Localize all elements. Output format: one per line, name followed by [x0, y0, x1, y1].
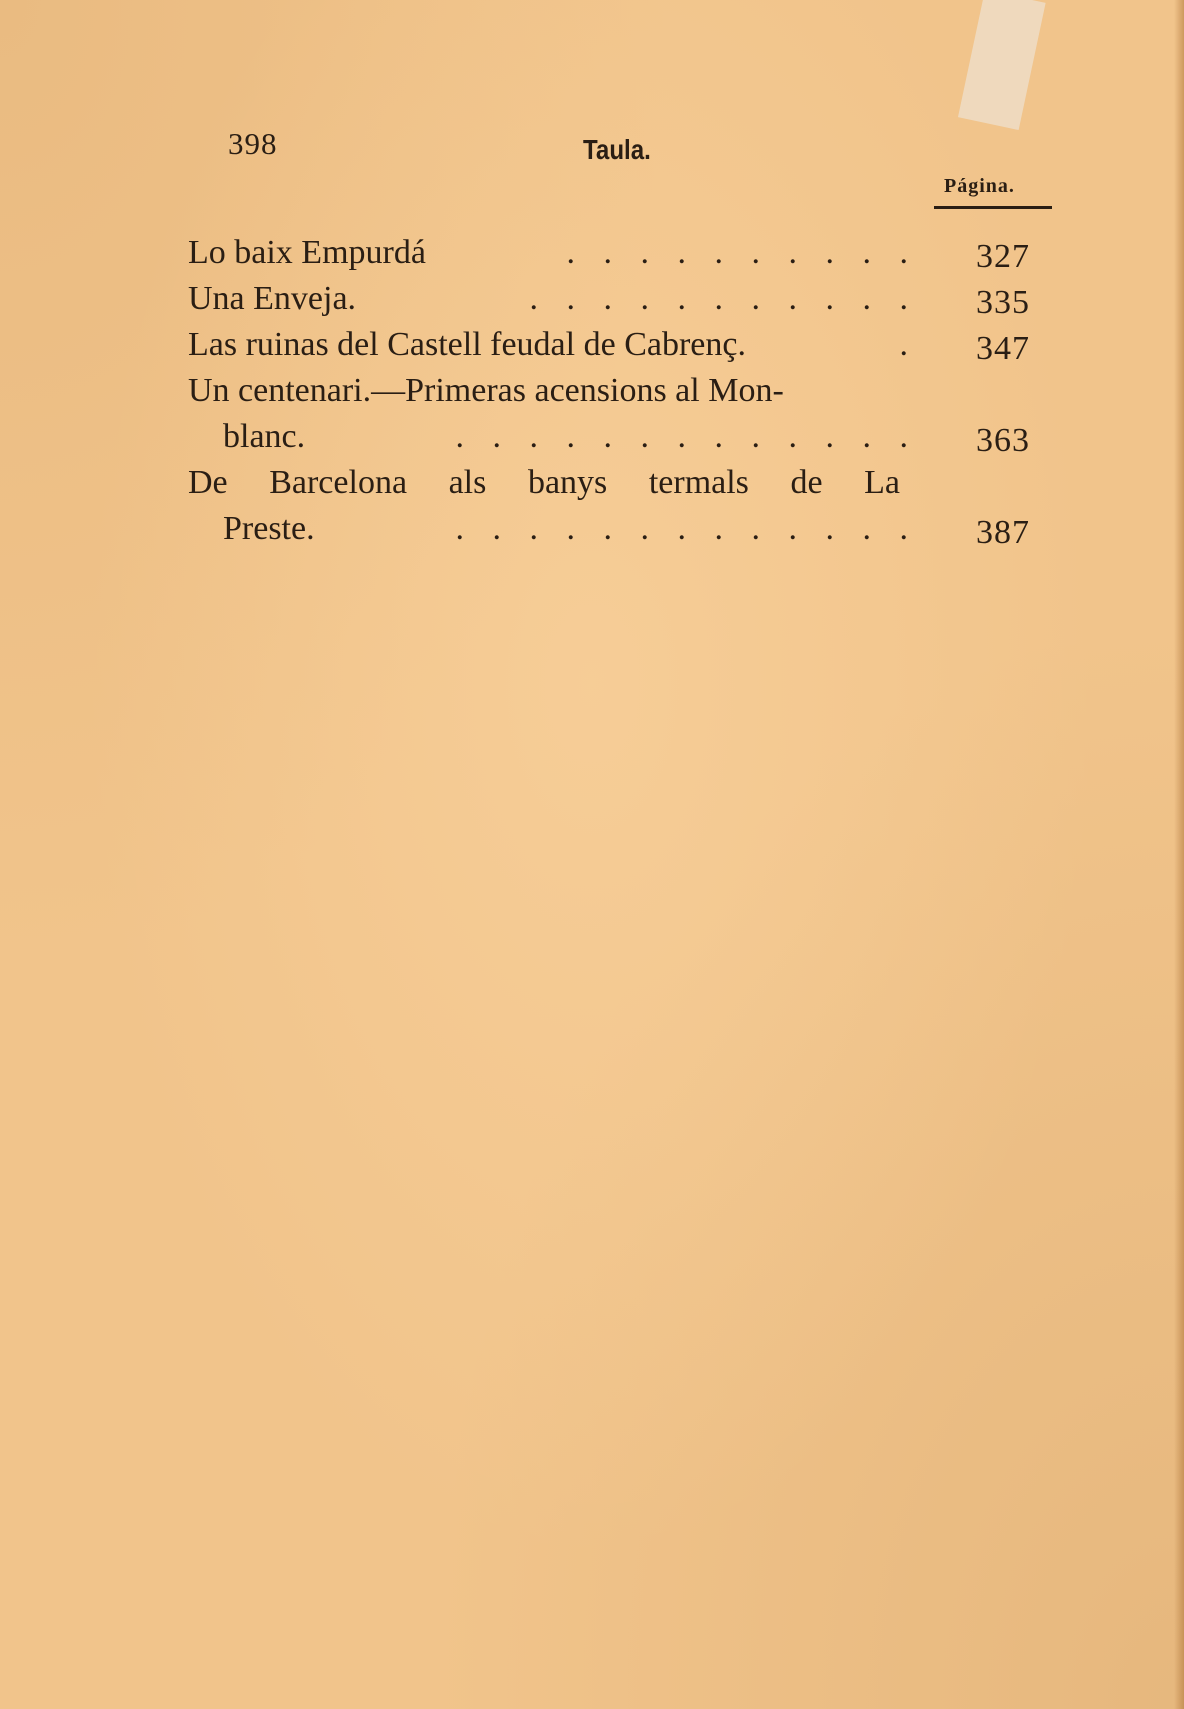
- title-word: termals: [648, 464, 749, 501]
- toc-entry: [188, 276, 1030, 322]
- leader-dots: . . . . . . . . . . . . .: [455, 418, 918, 455]
- leader-dots: . . . . . . . . . .: [566, 234, 918, 271]
- toc-entry-page: 387: [976, 514, 1030, 551]
- toc-entry: [188, 460, 1030, 552]
- page-column-heading: Página.: [944, 175, 1015, 197]
- page-number: 398: [228, 126, 278, 161]
- toc-entry: [188, 230, 1030, 276]
- toc-entry-page: 335: [976, 284, 1030, 321]
- toc-entry-page: 327: [976, 238, 1030, 275]
- title-word: Barcelona: [269, 464, 408, 501]
- toc-entry-title: Las ruinas del Castell feudal de Cabrenç.: [188, 326, 746, 363]
- toc-entry-title: Lo baix Empurdá: [188, 234, 426, 271]
- tape-fragment: [958, 0, 1046, 130]
- title-word: De: [188, 464, 228, 501]
- toc-entry-page: 347: [976, 330, 1030, 367]
- leader-dots: . . . . . . . . . . .: [529, 280, 918, 317]
- toc-entry-title-line2: Preste.: [223, 510, 315, 547]
- toc-entry-title-line2: blanc.: [223, 418, 306, 455]
- toc-entry: [188, 322, 1030, 368]
- title-word: als: [448, 464, 487, 501]
- toc-entry-title-line1: Un centenari.—Primeras acensions al Mon-: [188, 372, 784, 409]
- title-word: banys: [527, 464, 608, 501]
- leader-dots: .: [899, 326, 918, 363]
- toc-entry-title: Una Enveja.: [188, 280, 357, 317]
- title-word: de: [790, 464, 823, 501]
- toc-entry-page: 363: [976, 422, 1030, 459]
- table-of-contents: [188, 230, 1030, 552]
- leader-dots: . . . . . . . . . . . . .: [455, 510, 918, 547]
- toc-entry-title-line1: [188, 460, 900, 506]
- column-heading-rule: [934, 206, 1052, 209]
- running-head: Taula.: [583, 134, 651, 165]
- title-word: La: [864, 464, 900, 501]
- toc-entry: [188, 368, 1030, 460]
- page-edge-shadow: [1174, 0, 1184, 1709]
